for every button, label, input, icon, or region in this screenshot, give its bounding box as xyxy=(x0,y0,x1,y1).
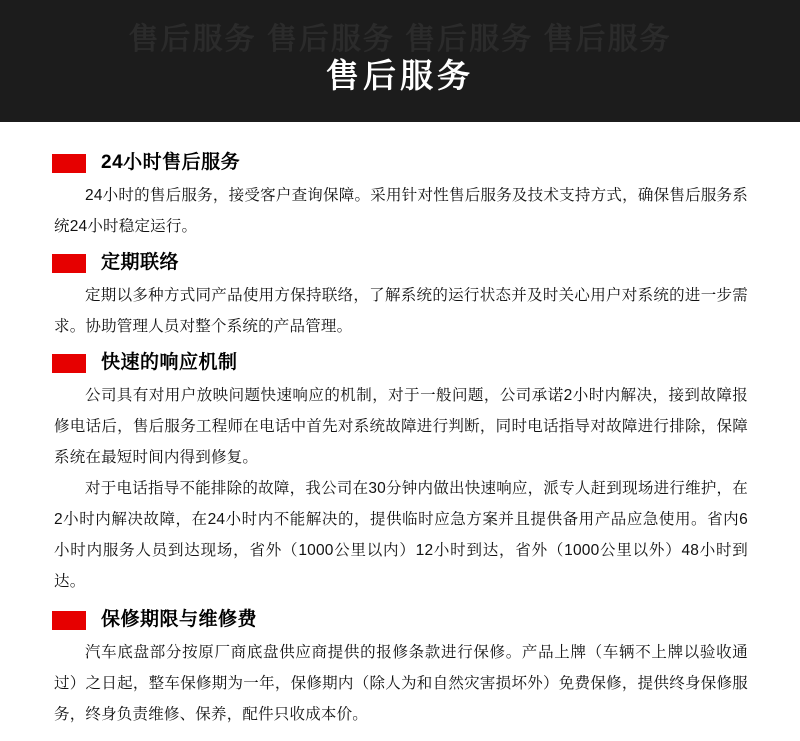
section-paragraph: 24小时的售后服务，接受客户查询保障。采用针对性售后服务及技术支持方式，确保售后服务系统24小时稳定运行。 xyxy=(54,187,748,235)
red-square-bullet-icon xyxy=(52,354,86,373)
section-title: 快速的响应机制 xyxy=(101,352,238,373)
section-regular-contact xyxy=(52,252,748,342)
section-header xyxy=(52,252,748,274)
section-rapid-response xyxy=(52,352,748,597)
section-paragraph: 公司具有对用户放映问题快速响应的机制，对于一般问题，公司承诺2小时内解决，接到故障报修电话后，售后服务工程师在电话中首先对系统故障进行判断，同时电话指导对故障进行排除，保障系统在最短时间内得到修复。 xyxy=(54,387,748,466)
section-paragraph: 对于电话指导不能排除的故障，我公司在30分钟内做出快速响应，派专人赶到现场进行维护，在2小时内解决故障，在24小时内不能解决的，提供临时应急方案并且提供备用产品应急使用。省内6小时内服务人员到达现场，省外（1000公里以内）12小时到达，省外（1000公里以外）48小时到达。 xyxy=(54,480,748,590)
page-banner xyxy=(0,0,800,122)
section-24h-service xyxy=(52,152,748,242)
banner-watermark-text: 售后服务 售后服务 售后服务 售后服务 xyxy=(128,23,672,56)
section-header xyxy=(52,352,748,374)
red-square-bullet-icon xyxy=(52,154,86,173)
red-square-bullet-icon xyxy=(52,611,86,630)
section-header xyxy=(52,609,748,631)
section-title: 24小时售后服务 xyxy=(101,152,241,173)
section-title: 保修期限与维修费 xyxy=(101,609,258,630)
red-square-bullet-icon xyxy=(52,254,86,273)
page-title: 售后服务 xyxy=(326,57,474,94)
content-area xyxy=(0,122,800,730)
section-paragraph: 汽车底盘部分按原厂商底盘供应商提供的报修条款进行保修。产品上牌（车辆不上牌以验收通过）之日起，整车保修期为一年，保修期内（除人为和自然灾害损坏外）免费保修，提供终身保修服务，终身负责维修、保养，配件只收成本价。 xyxy=(54,644,748,723)
section-title: 定期联络 xyxy=(101,252,180,273)
section-paragraph: 定期以多种方式同产品使用方保持联络，了解系统的运行状态并及时关心用户对系统的进一步需求。协助管理人员对整个系统的产品管理。 xyxy=(54,287,748,335)
section-warranty-period xyxy=(52,609,748,730)
section-header xyxy=(52,152,748,174)
